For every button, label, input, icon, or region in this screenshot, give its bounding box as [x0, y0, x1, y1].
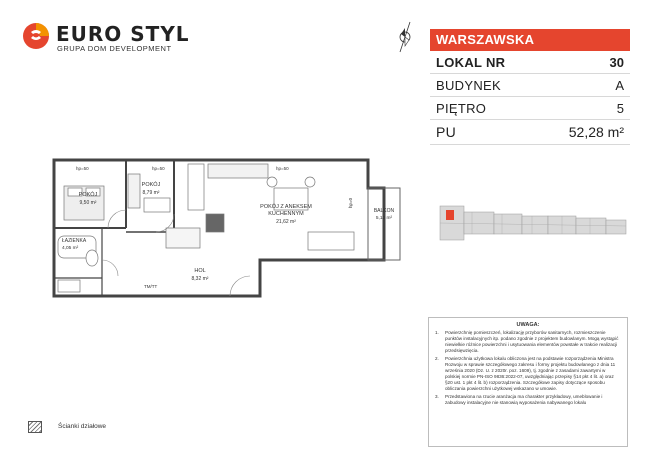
apartment-info-panel: [430, 29, 630, 145]
room-area: 4,05 m²: [62, 246, 79, 251]
info-value: 30: [609, 54, 624, 70]
plan-doors: [102, 210, 250, 296]
note-text: Przedstawiona na rzucie aranżacja ma charakter przykładowy, umeblowanie i zabudowy instalacyjne nie stanowią wyposażenia nabywanego lokalu: [445, 394, 603, 406]
investment-name: WARSZAWSKA: [430, 29, 630, 51]
info-row-building: [430, 74, 630, 97]
notes-title: UWAGA:: [516, 322, 540, 328]
hp-marker: hp=50: [76, 166, 89, 171]
euro-styl-logo-icon: [22, 22, 50, 50]
info-key: PIĘTRO: [436, 100, 487, 116]
info-key: PU: [436, 124, 457, 140]
note-text: Powierzchnia użytkowa lokalu obliczona jest na podstawie rozporządzenia Ministra Rozwoju w sprawie szczegółowego zakresu i formy projektu budowlanego z dnia 11 września 2020 (Dz. U. z 2020r. poz. 1609), tj. zgodnie z zasadami zawartymi w polskiej normie PN-ISO 9836:2022-07, uwzględniając przepisy §14 pkt 4 lit. a) oraz §20 ust. 1 pkt 4 lit. b) rozporządzenia. Szczegółowe zapisy dotyczące sposobu obliczania powierzchni użytkowej wskazano w umowie.: [445, 355, 616, 392]
room-area: 8,79 m²: [142, 190, 160, 196]
hp-marker: hp=50: [152, 166, 165, 171]
note-number: 1.: [435, 330, 439, 336]
info-value: 52,28 m²: [568, 124, 624, 140]
info-key: LOKAL NR: [436, 54, 506, 70]
info-value: 5: [616, 100, 624, 116]
info-row-area: [430, 120, 630, 145]
floor-plan: [40, 148, 410, 308]
room-name: ŁAZIENKA: [62, 238, 87, 244]
north-arrow-icon: [392, 20, 418, 54]
note-text: Powierzchnię pomieszczeń, lokalizację przyborów sanitarnych, rozmieszczenie punktów instalacyjnych itp. podano zgodnie z projektem budowlanym. Mogą wystąpić niewielkie różnice powierzchni i usytuowania elementów powstałe w trakcie realizacji przedsięwzięcia.: [445, 330, 619, 354]
room-name: BALKON: [373, 208, 395, 214]
room-name: POKÓJ: [78, 192, 98, 198]
note-item: [435, 394, 621, 406]
room-name: POKÓJ: [141, 182, 161, 188]
room-area: 9,50 m²: [79, 200, 97, 206]
plan-walls: [54, 160, 400, 296]
room-name: HOL: [194, 268, 206, 274]
note-number: 3.: [435, 394, 439, 400]
appliance-mark: TM/TT: [144, 284, 158, 289]
brand-tagline: GRUPA DOM DEVELOPMENT: [57, 44, 172, 53]
note-number: 2.: [435, 355, 439, 361]
room-name-line2: KUCHENNYM: [268, 211, 304, 217]
legend-label: Ścianki działowe: [58, 423, 107, 430]
info-value: A: [615, 77, 624, 93]
notes-box: [428, 317, 628, 447]
building-location-map: [432, 192, 632, 256]
note-item: [435, 356, 621, 393]
hp-marker: hp=50: [276, 166, 289, 171]
hp-marker: hp=0: [348, 197, 353, 208]
brand-name: EURO STYL: [56, 22, 190, 46]
room-name: POKÓJ Z ANEKSEM: [260, 204, 312, 210]
info-row-unit: [430, 51, 630, 74]
room-area: 5,12 m²: [375, 216, 393, 221]
partition-wall-swatch: [28, 421, 42, 433]
info-row-floor: [430, 97, 630, 120]
info-key: BUDYNEK: [436, 77, 501, 93]
room-area: 8,32 m²: [191, 276, 209, 282]
room-labels: [62, 181, 395, 282]
room-area: 21,62 m²: [276, 219, 296, 225]
note-item: [435, 330, 621, 354]
unit-highlight: [446, 210, 454, 220]
